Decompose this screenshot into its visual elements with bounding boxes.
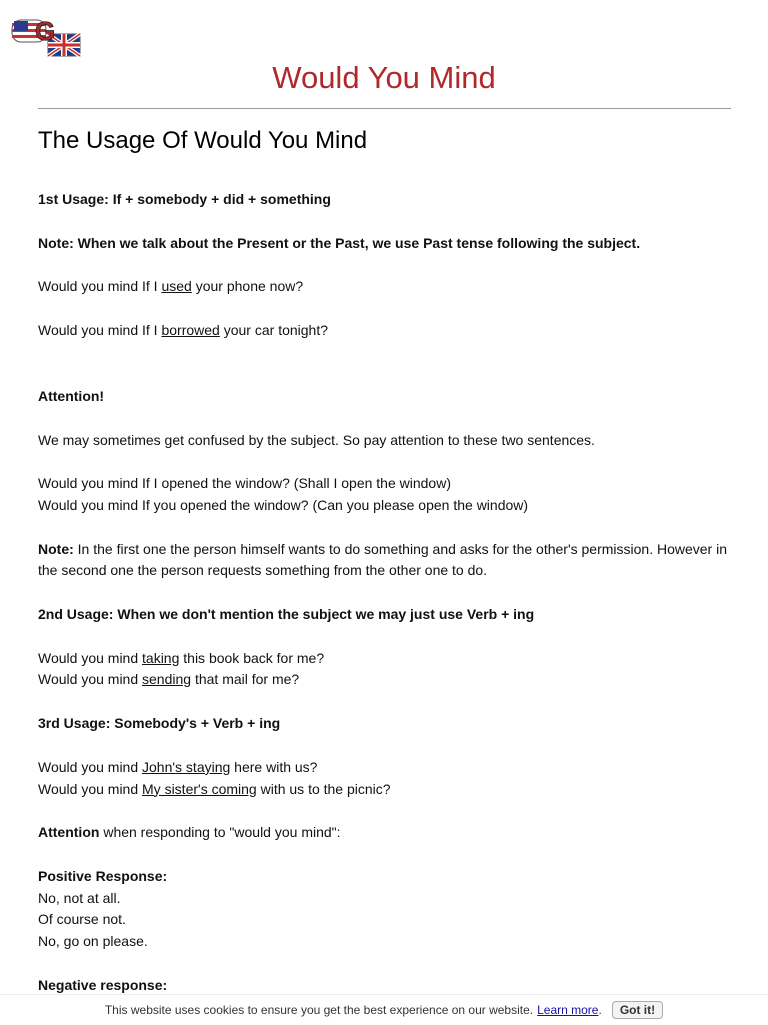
article-content (38, 124, 738, 996)
got-it-button[interactable]: Got it! (612, 1001, 663, 1019)
attention-heading: Attention! (38, 387, 105, 404)
usage2-heading: 2nd Usage: When we don't mention the subject we may just use Verb + ing (38, 606, 535, 623)
example-3: Would you mind taking this book back for me? (38, 649, 325, 666)
example-6: Would you mind My sister's coming with us to the picnic? (38, 780, 391, 797)
positive-heading: Positive Response: (38, 867, 168, 884)
usage3-heading: 3rd Usage: Somebody's + Verb + ing (38, 715, 281, 732)
example-2: Would you mind If I borrowed your car tonight? (38, 322, 329, 339)
note2: Note: In the first one the person himself wants to do something and asks for the other's permission. However in the second one the person requests something from the other one to do. (38, 540, 728, 579)
learn-more-link[interactable]: Learn more (537, 1003, 599, 1017)
positive-item: Of course not. (38, 911, 126, 928)
flags-logo-icon[interactable] (10, 18, 82, 58)
example-5: Would you mind John's staying here with us? (38, 758, 318, 775)
logo-letter: G (35, 18, 56, 46)
header-divider (38, 108, 731, 109)
pair-sentence-1: Would you mind If I opened the window? (Shall I open the window) (38, 475, 451, 492)
page-title: The Usage Of Would You Mind (38, 127, 368, 154)
negative-heading: Negative response: (38, 976, 168, 993)
example-1: Would you mind If I used your phone now? (38, 278, 304, 295)
pair-sentence-2: Would you mind If you opened the window? (Can you please open the window) (38, 496, 529, 513)
note1: Note: When we talk about the Present or the Past, we use Past tense following the subject. (38, 234, 641, 251)
positive-item: No, go on please. (38, 933, 148, 950)
attention-text: We may sometimes get confused by the subject. So pay attention to these two sentences. (38, 431, 595, 448)
usage1-heading: 1st Usage: If + somebody + did + something (38, 191, 331, 207)
cookie-dot: . (598, 1003, 602, 1017)
cookie-text: This website uses cookies to ensure you get the best experience on our website. (104, 1003, 534, 1017)
positive-item: No, not at all. (38, 889, 121, 906)
site-title: Would You Mind (272, 60, 496, 95)
cookie-banner (0, 994, 768, 1025)
example-4: Would you mind sending that mail for me? (38, 671, 300, 688)
response-intro: Attention when responding to "would you mind": (38, 824, 341, 841)
